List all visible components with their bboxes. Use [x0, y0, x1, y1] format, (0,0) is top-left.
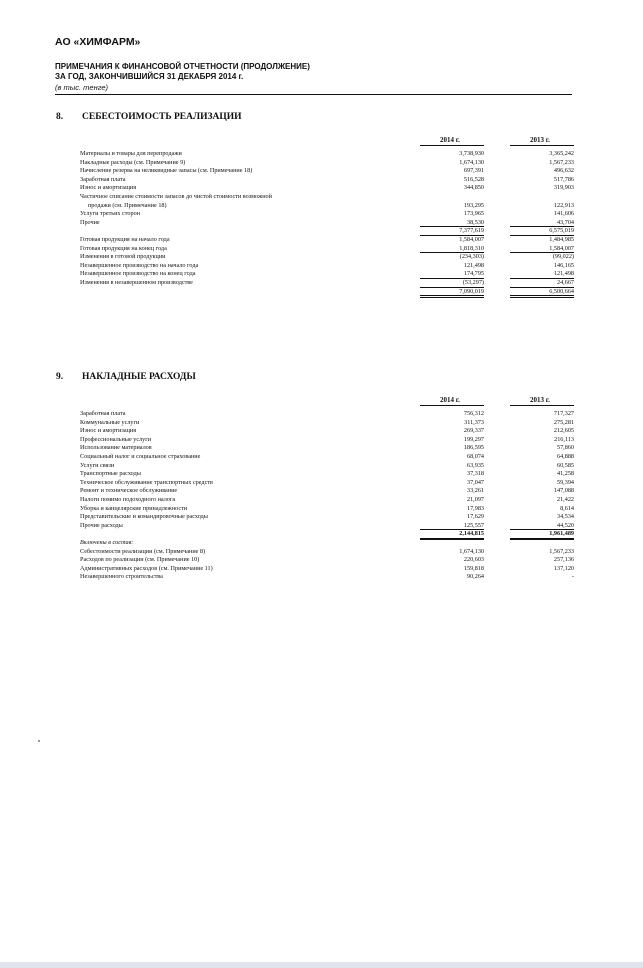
value-2014: 17,983 [466, 504, 484, 512]
value-2014: 21,097 [466, 496, 484, 503]
value-2013: 496,632 [553, 167, 574, 175]
value-2014: 3,738,930 [459, 150, 484, 157]
row-label: Использование материалов [80, 444, 152, 452]
row-label: Расходов по реализации (см. Примечание 10) [80, 556, 200, 564]
row-label: Транспортные расходы [80, 470, 141, 478]
row-label: Незавершенного строительства [80, 573, 163, 581]
row-label: Коммунальные услуги [80, 418, 140, 426]
row-label: Налоги помимо подоходного налога [80, 496, 176, 503]
row-label: Незавершенное производство на начало года [80, 261, 199, 269]
value-2013: 147,088 [553, 487, 574, 495]
finished-goods-rule-2013 [510, 252, 574, 253]
value-2013: 146,165 [553, 261, 574, 269]
value-2013: 44,520 [556, 521, 574, 529]
section-8-col-2014: 2014 г. [440, 136, 460, 144]
scan-bottom-edge [0, 962, 643, 968]
scan-speck [38, 740, 40, 742]
row-label: Заработная плата [80, 410, 126, 417]
notes-heading: ПРИМЕЧАНИЯ К ФИНАНСОВОЙ ОТЧЕТНОСТИ (ПРОДОЛЖЕНИЕ) [55, 62, 310, 71]
value-2014: 1,674,130 [459, 158, 484, 166]
value-2013: 216,113 [554, 435, 574, 443]
overhead-subtotal-rule-2014 [420, 529, 484, 530]
value-2014: 269,337 [463, 427, 484, 435]
section-9-name: НАКЛАДНЫЕ РАСХОДЫ [82, 372, 196, 382]
value-2013: 1,567,233 [549, 547, 574, 555]
value-2013: 141,606 [553, 210, 574, 218]
value-2013: 717,327 [553, 410, 574, 417]
row-label: Готовая продукция на начало года [80, 236, 170, 243]
value-2013: 1,584,007 [549, 244, 574, 252]
value-2013: 517,786 [553, 175, 574, 183]
row-label: Готовая продукция на конец года [80, 244, 167, 252]
value-2014: 17,629 [466, 513, 484, 521]
value-2014: 516,528 [463, 175, 484, 183]
section-8-col-2013: 2013 г. [530, 136, 550, 144]
row-label: Изменения в незавершенном производстве [80, 279, 193, 286]
total-rule-2014 [420, 287, 484, 288]
value-2013: (99,022) [552, 253, 574, 261]
value-2013: 43,704 [556, 218, 574, 226]
row-label: Услуги третьих сторон [80, 210, 141, 218]
subtotal-rule-2013 [510, 226, 574, 227]
row-label: Износ и амортизация [80, 427, 137, 435]
value-2014: 173,965 [463, 210, 484, 218]
value-2013: 121,498 [553, 270, 574, 278]
row-label: Уборка и канцелярские принадлежности [80, 504, 188, 512]
value-2013: 137,120 [553, 564, 574, 572]
value-2013: 122,913 [553, 201, 574, 209]
value-2014: 37,318 [466, 470, 484, 478]
overhead-total-rule-b-2013 [510, 539, 574, 540]
value-2013: 1,484,985 [549, 236, 574, 243]
section-8-col-2013-underline [510, 145, 574, 146]
value-2014: 1,674,130 [459, 547, 484, 555]
value-2014: 33,261 [466, 487, 484, 495]
row-label: Накладные расходы (см. Примечание 9) [80, 158, 186, 166]
value-2014: 68,074 [466, 453, 484, 460]
value-2014: 220,603 [463, 556, 484, 564]
row-label: продажи (см. Примечание 18) [88, 201, 167, 209]
total-double-rule-b-2014 [420, 297, 484, 298]
row-label: Прочие [80, 218, 100, 226]
value-2014: (53,297) [462, 279, 484, 286]
table-row [80, 287, 572, 296]
value-2013: 57,860 [556, 444, 574, 452]
value-2014: 7,377,619 [459, 227, 484, 235]
row-label: Техническое обслуживание транспортных средств [80, 478, 213, 486]
value-2014: 37,047 [466, 478, 484, 486]
row-label: Незавершенное производство на конец года [80, 270, 196, 278]
value-2013: - [571, 573, 574, 581]
value-2014: 311,373 [464, 418, 484, 426]
value-2014: 2,144,815 [459, 530, 484, 538]
subtotal-rule-below-2014 [420, 235, 484, 236]
value-2013: 59,394 [556, 478, 574, 486]
value-2013: 8,614 [560, 504, 574, 512]
section-8-number: 8. [56, 112, 64, 122]
row-label: Начисление резерва на неликвидные запасы (см. Примечание 18) [80, 167, 253, 175]
value-2013: 41,258 [556, 470, 574, 478]
row-label: Износ и амортизация [80, 184, 137, 192]
section-9-number: 9. [56, 372, 64, 382]
units-note: (в тыс. тенге) [55, 83, 109, 92]
subtotal-rule-2014 [420, 226, 484, 227]
row-label: Изменения в готовой продукции [80, 253, 166, 261]
overhead-subtotal-rule-2013 [510, 529, 574, 530]
value-2014: 697,391 [463, 167, 484, 175]
header-divider [55, 94, 572, 95]
wip-rule-2014 [420, 278, 484, 279]
row-label: Услуги связи [80, 461, 115, 469]
value-2014: 7,090,019 [459, 287, 484, 295]
value-2013: 319,903 [553, 184, 574, 192]
total-rule-2013 [510, 287, 574, 288]
value-2014: 159,818 [463, 564, 484, 572]
value-2013: 6,500,664 [549, 287, 574, 295]
value-2013: 1,567,233 [549, 158, 574, 166]
value-2014: (234,303) [459, 253, 484, 261]
value-2013: 3,365,242 [549, 150, 574, 157]
value-2014: 199,297 [463, 435, 484, 443]
value-2013: 257,136 [553, 556, 574, 564]
value-2014: 756,312 [463, 410, 484, 417]
value-2013: 21,422 [556, 496, 574, 503]
value-2014: 174,795 [463, 270, 484, 278]
section-8-col-2014-underline [420, 145, 484, 146]
overhead-total-rule-b-2014 [420, 539, 484, 540]
row-label: Заработная плата [80, 175, 126, 183]
row-label: Частичное списание стоимости запасов до чистой стоимости возможной [80, 193, 272, 200]
row-label: Представительские и командировочные расходы [80, 513, 208, 521]
value-2013: 64,888 [556, 453, 574, 460]
row-label: Себестоимости реализации (см. Примечание 8) [80, 547, 206, 555]
row-label: Включены в состав: [80, 539, 134, 546]
value-2014: 63,935 [466, 461, 484, 469]
section-9-col-2014: 2014 г. [440, 396, 460, 404]
value-2014: 193,295 [463, 201, 484, 209]
finished-goods-rule-2014 [420, 252, 484, 253]
table-row [80, 572, 572, 581]
value-2013: 212,605 [553, 427, 574, 435]
row-label: Социальный налог и социальное страхование [80, 453, 201, 460]
section-9-col-2013: 2013 г. [530, 396, 550, 404]
row-label: Профессиональные услуги [80, 435, 152, 443]
value-2014: 1,818,310 [459, 244, 484, 252]
section-9-col-2014-underline [420, 405, 484, 406]
period-heading: ЗА ГОД, ЗАКОНЧИВШИЙСЯ 31 ДЕКАБРЯ 2014 г. [55, 72, 244, 81]
value-2014: 344,850 [463, 184, 484, 192]
value-2014: 121,498 [463, 261, 484, 269]
value-2014: 38,530 [466, 218, 484, 226]
row-label: Материалы и товары для перепродажи [80, 150, 182, 157]
value-2014: 1,584,007 [459, 236, 484, 243]
value-2013: 60,585 [556, 461, 574, 469]
row-label: Прочие расходы [80, 521, 123, 529]
value-2013: 24,667 [556, 279, 574, 286]
subtotal-rule-below-2013 [510, 235, 574, 236]
row-label: Административных расходов (см. Примечание 11) [80, 564, 213, 572]
value-2013: 34,534 [556, 513, 574, 521]
section-9-col-2013-underline [510, 405, 574, 406]
value-2014: 186,595 [463, 444, 484, 452]
wip-rule-2013 [510, 278, 574, 279]
value-2014: 90,264 [466, 573, 484, 581]
total-double-rule-b-2013 [510, 297, 574, 298]
value-2013: 1,961,489 [549, 530, 574, 538]
value-2013: 275,281 [553, 418, 574, 426]
section-8-name: СЕБЕСТОИМОСТЬ РЕАЛИЗАЦИИ [82, 112, 242, 122]
row-label: Ремонт и техническое обслуживание [80, 487, 178, 495]
value-2013: 6,575,019 [549, 227, 574, 235]
value-2014: 125,557 [463, 521, 484, 529]
company-name: АО «ХИМФАРМ» [55, 36, 141, 48]
